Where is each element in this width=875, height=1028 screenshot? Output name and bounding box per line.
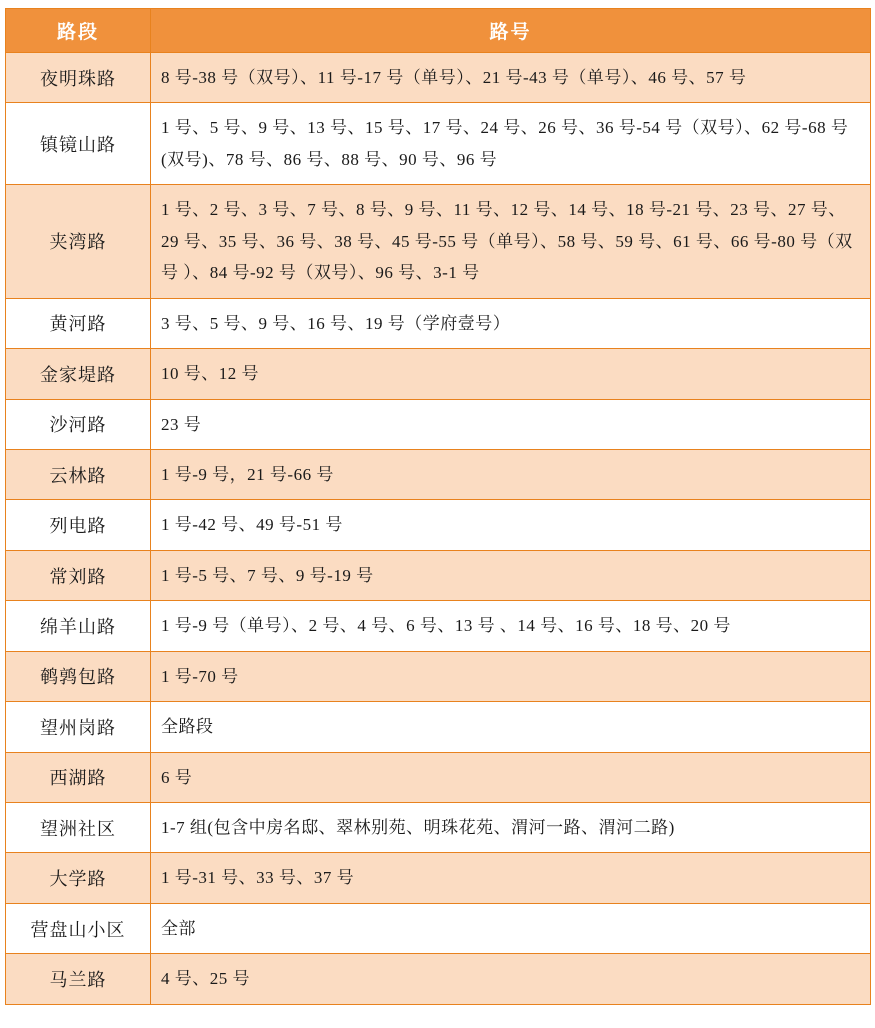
cell-road-section: 鹌鹑包路 [6, 651, 151, 701]
table-header [6, 9, 871, 53]
table-row [6, 702, 871, 752]
table-row [6, 954, 871, 1004]
table-row [6, 752, 871, 802]
cell-road-number: 4 号、25 号 [151, 954, 871, 1004]
cell-road-number: 1 号-5 号、7 号、9 号-19 号 [151, 550, 871, 600]
column-header-road-number: 路号 [151, 9, 871, 53]
cell-road-number: 8 号-38 号（双号）、11 号-17 号（单号）、21 号-43 号（单号）、46 号、57 号 [151, 53, 871, 103]
table-row [6, 803, 871, 853]
table-row [6, 53, 871, 103]
cell-road-number: 6 号 [151, 752, 871, 802]
cell-road-section: 常刘路 [6, 550, 151, 600]
cell-road-section: 列电路 [6, 500, 151, 550]
table-header-row [6, 9, 871, 53]
cell-road-number: 1 号-9 号，21 号-66 号 [151, 449, 871, 499]
table-row [6, 853, 871, 903]
cell-road-number: 1 号-9 号（单号）、2 号、4 号、6 号、13 号 、14 号、16 号、18 号、20 号 [151, 601, 871, 651]
cell-road-number: 3 号、5 号、9 号、16 号、19 号（学府壹号） [151, 298, 871, 348]
cell-road-section: 大学路 [6, 853, 151, 903]
table-body [6, 53, 871, 1005]
cell-road-number: 1 号-31 号、33 号、37 号 [151, 853, 871, 903]
cell-road-number: 1 号、5 号、9 号、13 号、15 号、17 号、24 号、26 号、36 号-54 号（双号）、62 号-68 号(双号)、78 号、86 号、88 号、90 号、96 号 [151, 103, 871, 185]
table-row [6, 185, 871, 298]
table-row [6, 651, 871, 701]
table-row [6, 500, 871, 550]
cell-road-section: 夜明珠路 [6, 53, 151, 103]
cell-road-number: 全路段 [151, 702, 871, 752]
table-row [6, 349, 871, 399]
cell-road-section: 望州岗路 [6, 702, 151, 752]
table-row [6, 449, 871, 499]
table-row [6, 601, 871, 651]
cell-road-section: 西湖路 [6, 752, 151, 802]
cell-road-section: 夹湾路 [6, 185, 151, 298]
cell-road-section: 沙河路 [6, 399, 151, 449]
cell-road-section: 绵羊山路 [6, 601, 151, 651]
cell-road-number: 10 号、12 号 [151, 349, 871, 399]
column-header-road-section: 路段 [6, 9, 151, 53]
cell-road-section: 云林路 [6, 449, 151, 499]
cell-road-number: 1 号-70 号 [151, 651, 871, 701]
cell-road-section: 金家堤路 [6, 349, 151, 399]
cell-road-section: 黄河路 [6, 298, 151, 348]
cell-road-number: 1 号-42 号、49 号-51 号 [151, 500, 871, 550]
cell-road-section: 马兰路 [6, 954, 151, 1004]
table-row [6, 550, 871, 600]
cell-road-section: 镇镜山路 [6, 103, 151, 185]
cell-road-number: 1-7 组(包含中房名邸、翠林别苑、明珠花苑、渭河一路、渭河二路) [151, 803, 871, 853]
table-row [6, 903, 871, 953]
table-row [6, 103, 871, 185]
cell-road-section: 望洲社区 [6, 803, 151, 853]
cell-road-section: 营盘山小区 [6, 903, 151, 953]
road-list-table [5, 8, 871, 1005]
table-row [6, 298, 871, 348]
cell-road-number: 全部 [151, 903, 871, 953]
table-row [6, 399, 871, 449]
cell-road-number: 1 号、2 号、3 号、7 号、8 号、9 号、11 号、12 号、14 号、18 号-21 号、23 号、27 号、29 号、35 号、36 号、38 号、45 号-55 号（单号）、58 号、59 号、61 号、66 号-80 号（双号 ）、84 号-92 号（双号）、96 号、3-1 号 [151, 185, 871, 298]
cell-road-number: 23 号 [151, 399, 871, 449]
